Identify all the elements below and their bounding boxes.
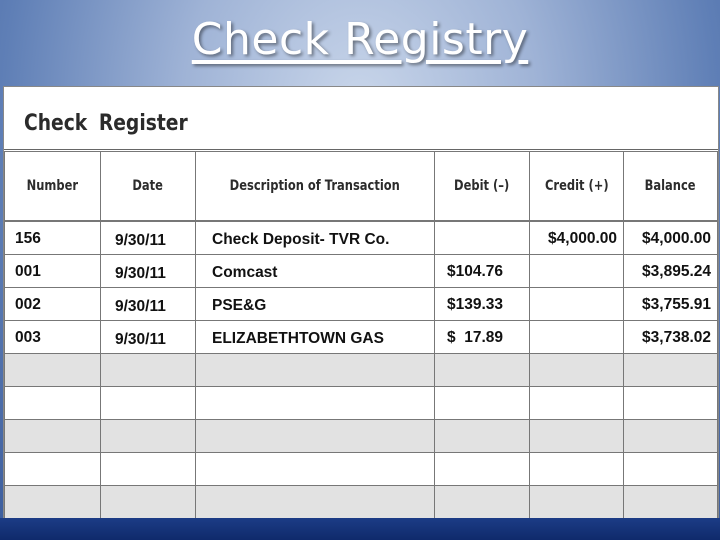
check-register-sheet <box>3 86 719 522</box>
cell-balance <box>623 221 718 255</box>
cell-credit <box>529 221 624 255</box>
cell-credit <box>529 452 624 486</box>
cell-text-balance: $3,738.02 <box>642 329 711 346</box>
cell-text-balance: $4,000.00 <box>642 230 711 247</box>
cell-text-description: ELIZABETHTOWN GAS <box>212 330 384 347</box>
cell-number <box>4 353 101 387</box>
cell-debit <box>434 353 530 387</box>
cell-date <box>100 320 196 354</box>
cell-text-debit: $ 17.89 <box>447 329 504 346</box>
table-row <box>4 287 718 320</box>
cell-number <box>4 221 101 255</box>
cell-credit <box>529 353 624 387</box>
cell-credit <box>529 419 624 453</box>
header-description: Description of Transaction <box>195 151 435 221</box>
cell-credit <box>529 287 624 321</box>
table-row <box>4 386 718 419</box>
cell-description <box>195 287 435 321</box>
table-row <box>4 353 718 386</box>
title-divider <box>4 149 718 150</box>
cell-text-date: 9/30/11 <box>115 265 166 282</box>
header-number: Number <box>4 151 101 221</box>
cell-date <box>100 386 196 420</box>
cell-debit <box>434 485 530 519</box>
cell-number <box>4 320 101 354</box>
cell-debit <box>434 221 530 255</box>
table-row <box>4 419 718 452</box>
cell-balance <box>623 287 718 321</box>
cell-date <box>100 353 196 387</box>
cell-text-balance: $3,895.24 <box>642 263 711 280</box>
cell-number <box>4 287 101 321</box>
cell-credit <box>529 386 624 420</box>
cell-text-balance: $3,755.91 <box>642 296 711 313</box>
cell-balance <box>623 353 718 387</box>
cell-date <box>100 452 196 486</box>
cell-description <box>195 386 435 420</box>
register-title: Check Register <box>24 111 188 136</box>
cell-date <box>100 254 196 288</box>
header-credit: Credit (+) <box>529 151 624 221</box>
cell-date <box>100 221 196 255</box>
cell-text-debit: $139.33 <box>447 296 504 313</box>
cell-debit <box>434 386 530 420</box>
cell-text-description: Comcast <box>212 264 278 281</box>
slide-title: Check Registry <box>191 14 529 65</box>
cell-debit <box>434 254 530 288</box>
cell-text-date: 9/30/11 <box>115 331 166 348</box>
cell-credit <box>529 485 624 519</box>
cell-balance <box>623 386 718 420</box>
table-row <box>4 254 718 287</box>
table-row <box>4 452 718 485</box>
table-row <box>4 221 718 254</box>
cell-number <box>4 419 101 453</box>
cell-text-number: 156 <box>15 230 41 247</box>
cell-text-number: 003 <box>15 329 41 346</box>
cell-debit <box>434 320 530 354</box>
cell-text-debit: $104.76 <box>447 263 504 280</box>
cell-credit <box>529 254 624 288</box>
cell-text-description: PSE&G <box>212 297 267 314</box>
cell-balance <box>623 485 718 519</box>
table-row <box>4 320 718 353</box>
header-debit: Debit (–) <box>434 151 530 221</box>
cell-number <box>4 452 101 486</box>
cell-date <box>100 485 196 519</box>
cell-description <box>195 419 435 453</box>
cell-description <box>195 320 435 354</box>
table-row <box>4 485 718 518</box>
cell-balance <box>623 320 718 354</box>
cell-text-date: 9/30/11 <box>115 232 166 249</box>
cell-balance <box>623 419 718 453</box>
cell-description <box>195 254 435 288</box>
cell-text-number: 002 <box>15 296 41 313</box>
cell-text-number: 001 <box>15 263 41 280</box>
bottom-bar <box>0 518 720 540</box>
cell-debit <box>434 419 530 453</box>
cell-balance <box>623 254 718 288</box>
cell-text-description: Check Deposit- TVR Co. <box>212 231 390 248</box>
cell-text-date: 9/30/11 <box>115 298 166 315</box>
cell-date <box>100 287 196 321</box>
cell-number <box>4 254 101 288</box>
header-date: Date <box>100 151 196 221</box>
cell-number <box>4 386 101 420</box>
cell-description <box>195 452 435 486</box>
cell-text-credit: $4,000.00 <box>548 230 617 247</box>
cell-number <box>4 485 101 519</box>
cell-description <box>195 221 435 255</box>
cell-credit <box>529 320 624 354</box>
cell-description <box>195 485 435 519</box>
cell-debit <box>434 452 530 486</box>
cell-balance <box>623 452 718 486</box>
cell-date <box>100 419 196 453</box>
cell-description <box>195 353 435 387</box>
header-balance: Balance <box>623 151 718 221</box>
cell-debit <box>434 287 530 321</box>
header-row <box>4 151 718 221</box>
